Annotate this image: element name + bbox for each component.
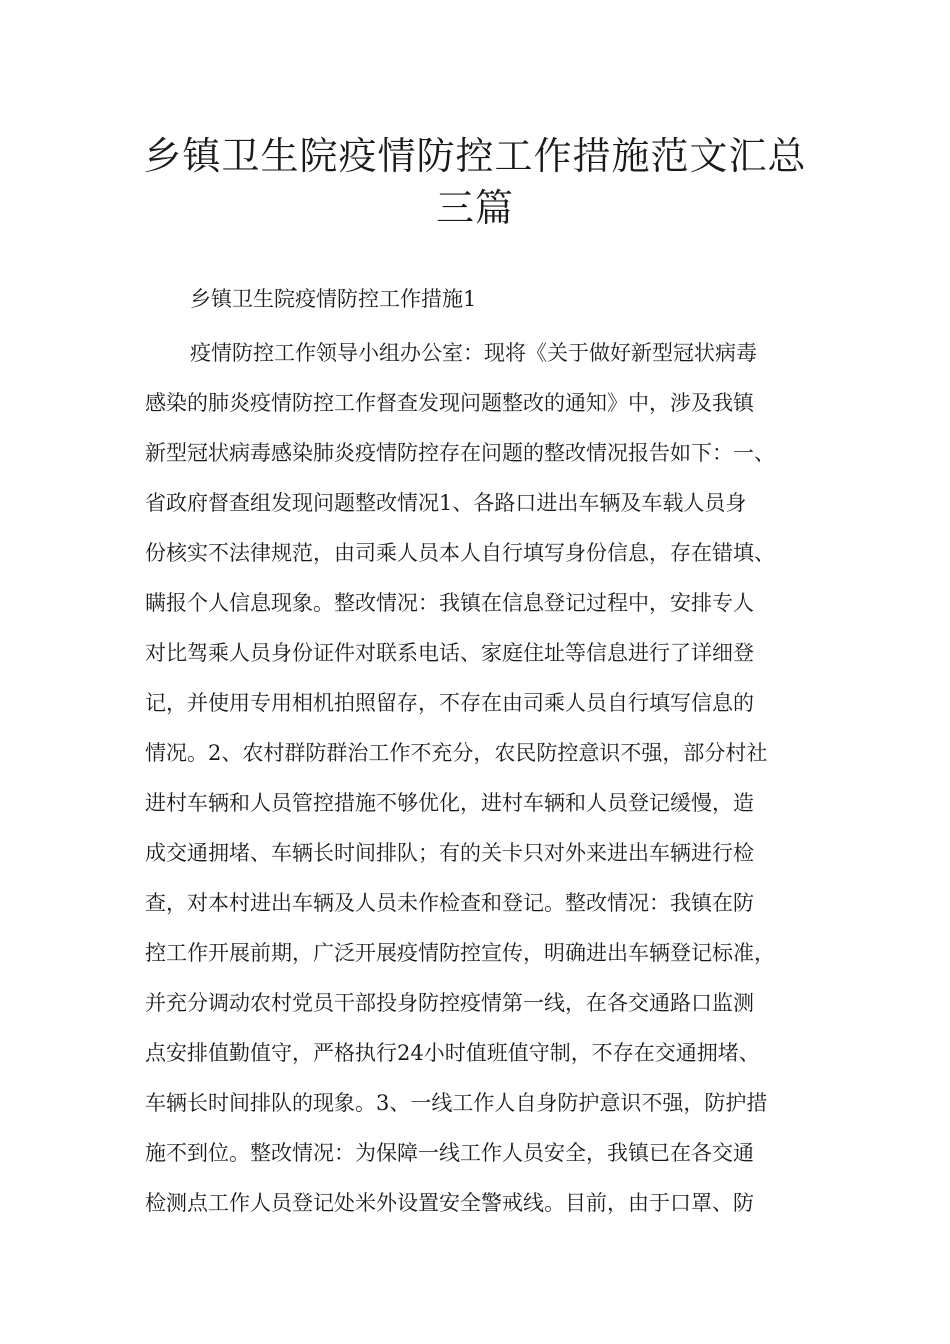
paragraph-line-9: 情况。2、农村群防群治工作不充分，农民防控意识不强，部分村社: [145, 741, 768, 765]
paragraph-line-15: 点安排值勤值守，严格执行24小时值班值守制，不存在交通拥堵、: [145, 1041, 760, 1065]
paragraph-line-14: 并充分调动农村党员干部投身防控疫情第一线，在各交通路口监测: [145, 991, 754, 1015]
paragraph-line-3: 新型冠状病毒感染肺炎疫情防控存在问题的整改情况报告如下：一、: [145, 441, 775, 465]
paragraph-line-12: 查，对本村进出车辆及人员未作检查和登记。整改情况：我镇在防: [145, 891, 754, 915]
paragraph-line-1: 疫情防控工作领导小组办公室：现将《关于做好新型冠状病毒: [190, 341, 757, 365]
paragraph-line-18: 检测点工作人员登记处米外设置安全警戒线。目前，由于口罩、防: [145, 1191, 754, 1215]
paragraph-line-4: 省政府督查组发现问题整改情况1、各路口进出车辆及车载人员身: [145, 491, 747, 515]
document-title: [110, 130, 840, 234]
paragraph-line-16: 车辆长时间排队的现象。3、一线工作人自身防护意识不强，防护措: [145, 1091, 768, 1115]
paragraph-line-17: 施不到位。整改情况：为保障一线工作人员安全，我镇已在各交通: [145, 1141, 754, 1165]
paragraph-line-2: 感染的肺炎疫情防控工作督查发现问题整改的通知》中，涉及我镇: [145, 391, 754, 415]
section-heading: 乡镇卫生院疫情防控工作措施1: [190, 287, 477, 311]
paragraph-line-8: 记，并使用专用相机拍照留存，不存在由司乘人员自行填写信息的: [145, 691, 754, 715]
paragraph-line-10: 进村车辆和人员管控措施不够优化，进村车辆和人员登记缓慢，造: [145, 791, 754, 815]
title-line-2: 三篇: [435, 186, 514, 230]
title-line-1: 乡镇卫生院疫情防控工作措施范文汇总: [143, 134, 807, 178]
paragraph-line-11: 成交通拥堵、车辆长时间排队；有的关卡只对外来进出车辆进行检: [145, 841, 754, 865]
paragraph-line-7: 对比驾乘人员身份证件对联系电话、家庭住址等信息进行了详细登: [145, 641, 754, 665]
paragraph-line-5: 份核实不法律规范，由司乘人员本人自行填写身份信息，存在错填、: [145, 541, 775, 565]
paragraph-line-13: 控工作开展前期，广泛开展疫情防控宣传，明确进出车辆登记标准，: [145, 941, 775, 965]
paragraph-line-6: 瞒报个人信息现象。整改情况：我镇在信息登记过程中，安排专人: [145, 591, 754, 615]
